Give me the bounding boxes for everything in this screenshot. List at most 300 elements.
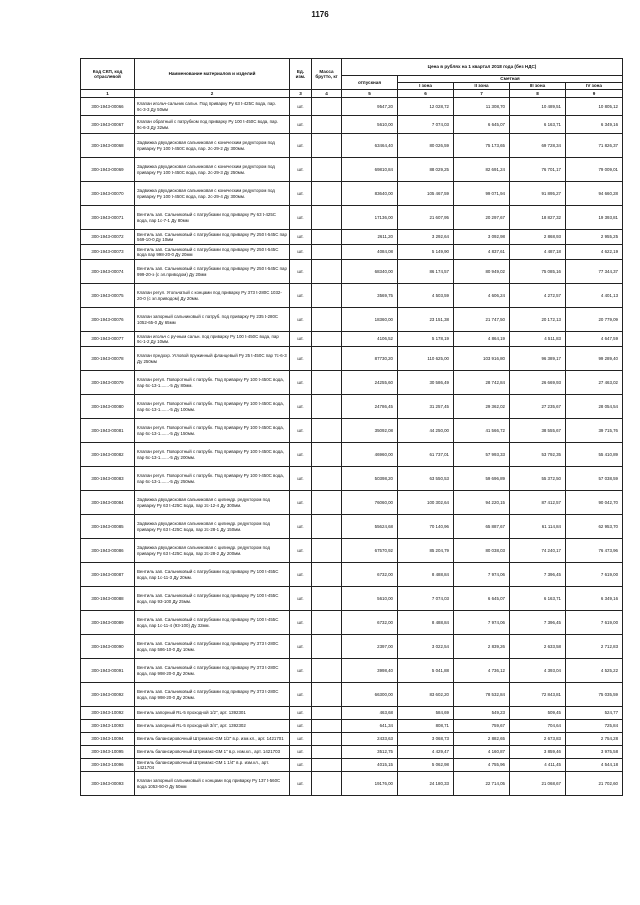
row-unit: шт. bbox=[290, 284, 312, 308]
row-unit: шт. bbox=[290, 659, 312, 683]
row-otpusk-price: 18360,00 bbox=[342, 308, 398, 332]
row-zone-2-price: 65 887,67 bbox=[454, 515, 510, 539]
row-zone-2-price: 22 714,05 bbox=[454, 772, 510, 796]
table-row bbox=[81, 206, 623, 230]
row-zone-4-price: 3 975,58 bbox=[566, 746, 623, 759]
row-otpusk-price: 5610,00 bbox=[342, 116, 398, 134]
row-name: Вентиль запорный RL-5 проходной 1/2", арт. 1392301 bbox=[135, 707, 290, 720]
row-zone-3-price: 6 163,71 bbox=[510, 116, 566, 134]
row-otpusk-price: 68340,00 bbox=[342, 260, 398, 284]
table-row bbox=[81, 443, 623, 467]
column-number: 9 bbox=[566, 90, 623, 98]
row-unit: шт. bbox=[290, 182, 312, 206]
row-code: 300-1943-00084 bbox=[81, 491, 135, 515]
row-code: 300-1943-00074 bbox=[81, 260, 135, 284]
row-mass bbox=[312, 587, 342, 611]
row-mass bbox=[312, 759, 342, 772]
row-zone-4-price: 7 619,00 bbox=[566, 563, 623, 587]
table-row bbox=[81, 491, 623, 515]
row-zone-4-price: 7 619,00 bbox=[566, 611, 623, 635]
row-name: Вентиль балансировочный Штремакс-GM 1/2" в.р. изм.кл., арт. 1421701 bbox=[135, 733, 290, 746]
table-row bbox=[81, 733, 623, 746]
row-zone-1-price: 584,69 bbox=[398, 707, 454, 720]
row-unit: шт. bbox=[290, 720, 312, 733]
row-zone-1-price: 4 429,47 bbox=[398, 746, 454, 759]
row-zone-1-price: 85 204,79 bbox=[398, 539, 454, 563]
row-zone-4-price: 94 660,28 bbox=[566, 182, 623, 206]
row-mass bbox=[312, 230, 342, 245]
row-unit: шт. bbox=[290, 772, 312, 796]
row-zone-3-price: 38 555,67 bbox=[510, 419, 566, 443]
row-unit: шт. bbox=[290, 371, 312, 395]
row-zone-4-price: 90 042,70 bbox=[566, 491, 623, 515]
row-zone-2-price: 103 916,80 bbox=[454, 347, 510, 371]
row-otpusk-price: 67570,92 bbox=[342, 539, 398, 563]
row-zone-1-price: 63 550,53 bbox=[398, 467, 454, 491]
row-unit: шт. bbox=[290, 611, 312, 635]
row-mass bbox=[312, 443, 342, 467]
row-unit: шт. bbox=[290, 707, 312, 720]
table-row bbox=[81, 116, 623, 134]
row-mass bbox=[312, 395, 342, 419]
row-zone-2-price: 549,23 bbox=[454, 707, 510, 720]
row-zone-3-price: 10 489,51 bbox=[510, 98, 566, 116]
row-zone-3-price: 26 669,93 bbox=[510, 371, 566, 395]
row-zone-4-price: 6 349,16 bbox=[566, 587, 623, 611]
row-mass bbox=[312, 635, 342, 659]
row-zone-3-price: 69 728,34 bbox=[510, 134, 566, 158]
column-number: 7 bbox=[454, 90, 510, 98]
row-zone-4-price: 524,77 bbox=[566, 707, 623, 720]
row-otpusk-price: 87730,20 bbox=[342, 347, 398, 371]
row-zone-3-price: 27 235,67 bbox=[510, 395, 566, 419]
column-number: 3 bbox=[290, 90, 312, 98]
row-mass bbox=[312, 245, 342, 260]
row-name: Вентиль запорный RL-5 проходной 3/4", арт. 1392302 bbox=[135, 720, 290, 733]
row-mass bbox=[312, 611, 342, 635]
row-mass bbox=[312, 707, 342, 720]
row-zone-1-price: 110 625,00 bbox=[398, 347, 454, 371]
row-zone-4-price: 75 035,59 bbox=[566, 683, 623, 707]
header-unit: Ед. изм. bbox=[290, 59, 312, 90]
row-zone-1-price: 24 180,33 bbox=[398, 772, 454, 796]
row-zone-3-price: 7 396,45 bbox=[510, 563, 566, 587]
row-otpusk-price: 24255,60 bbox=[342, 371, 398, 395]
row-mass bbox=[312, 683, 342, 707]
row-zone-4-price: 55 410,89 bbox=[566, 443, 623, 467]
row-name: Клапан регул. Поворотный с патрубк. Под приварку Ру 100 t-450С вода, пар 6с-13-1.......-5 Ду 250мм. bbox=[135, 467, 290, 491]
table-row bbox=[81, 539, 623, 563]
row-otpusk-price: 17136,00 bbox=[342, 206, 398, 230]
row-code: 300-1943-00073 bbox=[81, 245, 135, 260]
table-row bbox=[81, 659, 623, 683]
row-zone-4-price: 28 054,54 bbox=[566, 395, 623, 419]
row-name: Вентиль зап. Сальниковый с патрубками под приварку Ру 250 t-545С пар 569-10-0 Ду 10мм bbox=[135, 230, 290, 245]
row-code: 300-1943-00086 bbox=[81, 539, 135, 563]
column-number: 2 bbox=[135, 90, 290, 98]
row-mass bbox=[312, 772, 342, 796]
row-zone-2-price: 80 949,02 bbox=[454, 260, 510, 284]
row-code: 300-1943-00075 bbox=[81, 284, 135, 308]
row-zone-2-price: 99 071,94 bbox=[454, 182, 510, 206]
row-zone-1-price: 61 737,01 bbox=[398, 443, 454, 467]
row-zone-4-price: 19 393,81 bbox=[566, 206, 623, 230]
row-zone-3-price: 53 792,35 bbox=[510, 443, 566, 467]
column-number: 6 bbox=[398, 90, 454, 98]
row-zone-1-price: 5 041,88 bbox=[398, 659, 454, 683]
row-unit: шт. bbox=[290, 245, 312, 260]
row-zone-2-price: 28 742,84 bbox=[454, 371, 510, 395]
row-otpusk-price: 2433,63 bbox=[342, 733, 398, 746]
row-zone-2-price: 80 038,03 bbox=[454, 539, 510, 563]
row-zone-1-price: 21 607,95 bbox=[398, 206, 454, 230]
row-zone-3-price: 4 393,04 bbox=[510, 659, 566, 683]
table-row bbox=[81, 347, 623, 371]
row-name: Вентиль зап. Сальниковый с патрубками под приварку Ру 100 t-455С вода, пар 1с-11-4 (93-100) Ду 32мм. bbox=[135, 611, 290, 635]
row-zone-3-price: 74 240,17 bbox=[510, 539, 566, 563]
row-zone-1-price: 3 022,54 bbox=[398, 635, 454, 659]
row-unit: шт. bbox=[290, 683, 312, 707]
row-zone-1-price: 5 178,19 bbox=[398, 332, 454, 347]
row-mass bbox=[312, 659, 342, 683]
row-zone-1-price: 4 503,59 bbox=[398, 284, 454, 308]
row-name: Вентиль зап. Сальниковый с патрубками под приварку Ру 63 t-425С вода, пар 1с-7-1 Ду 80мм bbox=[135, 206, 290, 230]
row-mass bbox=[312, 563, 342, 587]
row-code: 300-1943-00068 bbox=[81, 134, 135, 158]
row-zone-3-price: 55 372,50 bbox=[510, 467, 566, 491]
row-code: 300-1943-00072 bbox=[81, 230, 135, 245]
row-code: 300-1943-10095 bbox=[81, 746, 135, 759]
row-zone-2-price: 94 220,15 bbox=[454, 491, 510, 515]
page-number: 1176 bbox=[311, 10, 329, 19]
column-number-row bbox=[81, 90, 623, 98]
row-zone-2-price: 20 297,67 bbox=[454, 206, 510, 230]
row-zone-2-price: 29 362,02 bbox=[454, 395, 510, 419]
row-unit: шт. bbox=[290, 587, 312, 611]
header-name: Наименование материалов и изделий bbox=[135, 59, 290, 90]
price-table-body bbox=[81, 98, 623, 796]
row-mass bbox=[312, 98, 342, 116]
row-zone-4-price: 4 647,59 bbox=[566, 332, 623, 347]
row-name: Клапан запорный сальниковый с концами под приварку Ру 137 t-560С вода 1053-50-0 Ду 50мм bbox=[135, 772, 290, 796]
row-zone-3-price: 4 487,18 bbox=[510, 245, 566, 260]
row-zone-4-price: 62 953,70 bbox=[566, 515, 623, 539]
row-otpusk-price: 9547,20 bbox=[342, 98, 398, 116]
row-unit: шт. bbox=[290, 395, 312, 419]
row-zone-4-price: 2 955,25 bbox=[566, 230, 623, 245]
row-code: 300-1943-00078 bbox=[81, 347, 135, 371]
row-code: 300-1943-00093 bbox=[81, 772, 135, 796]
table-row bbox=[81, 563, 623, 587]
row-otpusk-price: 63464,40 bbox=[342, 134, 398, 158]
row-name: Вентиль зап. Сальниковый с патрубками под приварку Ру 250 t-545С пар 999-20-э (с эл.приводом) Ду 20мм bbox=[135, 260, 290, 284]
row-unit: шт. bbox=[290, 308, 312, 332]
row-zone-2-price: 2 882,65 bbox=[454, 733, 510, 746]
row-code: 300-1943-00088 bbox=[81, 587, 135, 611]
row-code: 300-1943-00089 bbox=[81, 611, 135, 635]
header-price-group: Цена в рублях на 1 квартал 2018 года (без НДС) bbox=[342, 59, 623, 76]
row-code: 300-1943-00092 bbox=[81, 683, 135, 707]
row-otpusk-price: 6732,00 bbox=[342, 611, 398, 635]
row-zone-4-price: 6 349,16 bbox=[566, 116, 623, 134]
row-zone-1-price: 44 250,00 bbox=[398, 419, 454, 443]
row-otpusk-price: 46960,00 bbox=[342, 443, 398, 467]
row-zone-3-price: 21 068,67 bbox=[510, 772, 566, 796]
row-name: Вентиль зап. Сальниковый с патрубками под приварку Ру 100 t-455С вода, пар 93-100 Ду 25мм. bbox=[135, 587, 290, 611]
row-mass bbox=[312, 158, 342, 182]
row-zone-2-price: 4 736,12 bbox=[454, 659, 510, 683]
row-unit: шт. bbox=[290, 347, 312, 371]
row-zone-3-price: 2 673,83 bbox=[510, 733, 566, 746]
row-zone-1-price: 105 467,59 bbox=[398, 182, 454, 206]
row-zone-1-price: 8 488,84 bbox=[398, 563, 454, 587]
row-zone-1-price: 23 151,38 bbox=[398, 308, 454, 332]
row-zone-1-price: 7 074,03 bbox=[398, 587, 454, 611]
table-row bbox=[81, 395, 623, 419]
row-mass bbox=[312, 371, 342, 395]
table-row bbox=[81, 134, 623, 158]
row-name: Задвижка двухдисковая сальниковая с коническим редуктором под приварку Ру 100 t-450С вода, пар. 2с-29-3 Ду 250мм. bbox=[135, 158, 290, 182]
row-otpusk-price: 6732,00 bbox=[342, 563, 398, 587]
row-zone-3-price: 2 633,58 bbox=[510, 635, 566, 659]
row-mass bbox=[312, 515, 342, 539]
row-name: Задвижка двухдисковая сальниковая с цилиндр. редуктором под приварку Ру 63 t-425С вода, пар 2с-28-2 Ду 200мм. bbox=[135, 539, 290, 563]
row-otpusk-price: 76060,00 bbox=[342, 491, 398, 515]
row-name: Вентиль балансировочный Штремакс-GM 1 1/4" в.р. изм.кл., арт. 1421704 bbox=[135, 759, 290, 772]
table-row bbox=[81, 515, 623, 539]
row-code: 300-1943-00067 bbox=[81, 116, 135, 134]
row-zone-3-price: 3 859,46 bbox=[510, 746, 566, 759]
table-row bbox=[81, 720, 623, 733]
row-zone-1-price: 12 028,72 bbox=[398, 98, 454, 116]
row-zone-1-price: 808,71 bbox=[398, 720, 454, 733]
row-name: Вентиль балансировочный Штремакс-GM 1" в.р. изм.кл., арт. 1421703 bbox=[135, 746, 290, 759]
row-otpusk-price: 19176,00 bbox=[342, 772, 398, 796]
row-mass bbox=[312, 116, 342, 134]
column-number: 8 bbox=[510, 90, 566, 98]
row-zone-1-price: 8 488,84 bbox=[398, 611, 454, 635]
header-code: Код СКП, код отраслевой bbox=[81, 59, 135, 90]
header-smetnaya: Сметная bbox=[398, 76, 623, 83]
row-zone-3-price: 20 172,13 bbox=[510, 308, 566, 332]
row-zone-4-price: 21 702,60 bbox=[566, 772, 623, 796]
row-otpusk-price: 4015,15 bbox=[342, 759, 398, 772]
row-zone-3-price: 4 511,83 bbox=[510, 332, 566, 347]
row-zone-3-price: 2 868,93 bbox=[510, 230, 566, 245]
table-row bbox=[81, 635, 623, 659]
price-table bbox=[80, 58, 623, 796]
row-unit: шт. bbox=[290, 733, 312, 746]
row-unit: шт. bbox=[290, 134, 312, 158]
row-zone-1-price: 3 068,73 bbox=[398, 733, 454, 746]
row-mass bbox=[312, 746, 342, 759]
row-code: 300-1943-10094 bbox=[81, 733, 135, 746]
row-mass bbox=[312, 491, 342, 515]
row-name: Вентиль зап. Сальниковый с патрубками под приварку Ру 100 t-455С вода, пар 1с-11-3 Ду 20мм. bbox=[135, 563, 290, 587]
row-zone-1-price: 3 292,64 bbox=[398, 230, 454, 245]
row-zone-2-price: 4 837,61 bbox=[454, 245, 510, 260]
header-mass: Масса брутто, кг bbox=[312, 59, 342, 90]
column-number: 1 bbox=[81, 90, 135, 98]
row-zone-4-price: 4 401,13 bbox=[566, 284, 623, 308]
table-row bbox=[81, 587, 623, 611]
row-otpusk-price: 2611,20 bbox=[342, 230, 398, 245]
row-zone-4-price: 2 712,83 bbox=[566, 635, 623, 659]
row-zone-4-price: 27 463,02 bbox=[566, 371, 623, 395]
table-row bbox=[81, 245, 623, 260]
table-row bbox=[81, 284, 623, 308]
row-otpusk-price: 83640,00 bbox=[342, 182, 398, 206]
table-row bbox=[81, 707, 623, 720]
row-otpusk-price: 24786,45 bbox=[342, 395, 398, 419]
row-zone-2-price: 7 974,06 bbox=[454, 563, 510, 587]
row-unit: шт. bbox=[290, 332, 312, 347]
row-mass bbox=[312, 347, 342, 371]
row-zone-1-price: 30 586,49 bbox=[398, 371, 454, 395]
row-zone-2-price: 4 160,87 bbox=[454, 746, 510, 759]
row-name: Клапан регул. Угольчатый с концами под приварку Ру 373 t-280С 1032-20-0 (с эл.приводом) Ду 20мм. bbox=[135, 284, 290, 308]
row-unit: шт. bbox=[290, 419, 312, 443]
row-zone-2-price: 4 606,24 bbox=[454, 284, 510, 308]
row-unit: шт. bbox=[290, 260, 312, 284]
row-unit: шт. bbox=[290, 98, 312, 116]
row-zone-4-price: 57 038,59 bbox=[566, 467, 623, 491]
row-code: 300-1943-10096 bbox=[81, 759, 135, 772]
row-zone-1-price: 5 149,90 bbox=[398, 245, 454, 260]
table-row bbox=[81, 332, 623, 347]
row-zone-3-price: 18 827,32 bbox=[510, 206, 566, 230]
row-zone-2-price: 78 532,84 bbox=[454, 683, 510, 707]
table-row bbox=[81, 230, 623, 245]
row-zone-4-price: 99 289,40 bbox=[566, 347, 623, 371]
row-otpusk-price: 4106,52 bbox=[342, 332, 398, 347]
row-code: 300-1943-00079 bbox=[81, 371, 135, 395]
row-unit: шт. bbox=[290, 746, 312, 759]
table-row bbox=[81, 746, 623, 759]
row-mass bbox=[312, 733, 342, 746]
row-mass bbox=[312, 284, 342, 308]
header-zone-2: II зона bbox=[454, 83, 510, 90]
table-row bbox=[81, 98, 623, 116]
row-zone-2-price: 21 747,50 bbox=[454, 308, 510, 332]
row-otpusk-price: 2397,00 bbox=[342, 635, 398, 659]
row-otpusk-price: 55624,68 bbox=[342, 515, 398, 539]
row-zone-3-price: 61 114,84 bbox=[510, 515, 566, 539]
row-zone-1-price: 7 074,03 bbox=[398, 116, 454, 134]
row-zone-3-price: 75 085,16 bbox=[510, 260, 566, 284]
row-mass bbox=[312, 539, 342, 563]
row-zone-4-price: 4 525,22 bbox=[566, 659, 623, 683]
row-code: 300-1943-00090 bbox=[81, 635, 135, 659]
header-otpusk: отпускная bbox=[342, 76, 398, 90]
column-number: 5 bbox=[342, 90, 398, 98]
table-row bbox=[81, 182, 623, 206]
row-zone-2-price: 2 839,26 bbox=[454, 635, 510, 659]
row-zone-3-price: 509,45 bbox=[510, 707, 566, 720]
row-zone-2-price: 4 755,96 bbox=[454, 759, 510, 772]
row-zone-3-price: 72 843,81 bbox=[510, 683, 566, 707]
row-zone-3-price: 704,64 bbox=[510, 720, 566, 733]
header-zone-1: I зона bbox=[398, 83, 454, 90]
row-name: Задвижка двухдисковая сальниковая с коническим редуктором под приварку Ру 100 t-450С вода, пар. 2с-29-2 Ду 300мм. bbox=[135, 134, 290, 158]
row-otpusk-price: 3569,75 bbox=[342, 284, 398, 308]
row-name: Клапан регул. Поворотный с патрубк. Под приварку Ру 100 t-450С вода, пар 6с-13-1.......-5 Ду 80мм. bbox=[135, 371, 290, 395]
row-unit: шт. bbox=[290, 467, 312, 491]
row-code: 300-1943-00069 bbox=[81, 158, 135, 182]
row-zone-1-price: 88 029,25 bbox=[398, 158, 454, 182]
row-mass bbox=[312, 308, 342, 332]
row-name: Клапан регул. Поворотный с патрубк. Под приварку Ру 100 t-450С вода, пар 6с-13-1.......-5 Ду 200мм. bbox=[135, 443, 290, 467]
table-row bbox=[81, 611, 623, 635]
row-zone-2-price: 11 308,70 bbox=[454, 98, 510, 116]
row-zone-3-price: 7 396,45 bbox=[510, 611, 566, 635]
row-otpusk-price: 463,68 bbox=[342, 707, 398, 720]
row-zone-3-price: 6 163,71 bbox=[510, 587, 566, 611]
row-zone-4-price: 76 473,96 bbox=[566, 539, 623, 563]
row-code: 300-1943-00082 bbox=[81, 443, 135, 467]
row-zone-1-price: 83 602,20 bbox=[398, 683, 454, 707]
table-row bbox=[81, 467, 623, 491]
row-name: Задвижка двухдисковая сальниковая с коническим редуктором под приварку Ру 100 t-450С вода, пар. 2с-29-4 Ду 300мм. bbox=[135, 182, 290, 206]
row-zone-2-price: 6 645,07 bbox=[454, 587, 510, 611]
row-zone-1-price: 5 062,98 bbox=[398, 759, 454, 772]
row-code: 300-1943-00066 bbox=[81, 98, 135, 116]
row-mass bbox=[312, 419, 342, 443]
row-zone-2-price: 59 696,89 bbox=[454, 467, 510, 491]
row-zone-3-price: 87 412,57 bbox=[510, 491, 566, 515]
row-otpusk-price: 69810,84 bbox=[342, 158, 398, 182]
row-name: Задвижка двухдисковая сальниковая с цилиндр. редуктором под приварку Ру 63 t-425С вода, пар 2с-28-1 Ду 150мм. bbox=[135, 515, 290, 539]
row-name: Клапан игольч-сальник сальн. Под приварку Ру 63 t-425С вода, пар. 9с-3-3 Ду 50мм bbox=[135, 98, 290, 116]
row-zone-2-price: 3 092,98 bbox=[454, 230, 510, 245]
row-name: Клапан предохр. Угловой пружинный фланцевый Ру 25 t-450С пар 7с-6-3 Ду 250мм bbox=[135, 347, 290, 371]
row-unit: шт. bbox=[290, 443, 312, 467]
row-unit: шт. bbox=[290, 206, 312, 230]
row-code: 300-1943-00071 bbox=[81, 206, 135, 230]
row-mass bbox=[312, 467, 342, 491]
row-code: 300-1943-00081 bbox=[81, 419, 135, 443]
row-zone-1-price: 86 174,57 bbox=[398, 260, 454, 284]
row-otpusk-price: 4084,08 bbox=[342, 245, 398, 260]
table-row bbox=[81, 419, 623, 443]
row-unit: шт. bbox=[290, 539, 312, 563]
row-zone-4-price: 79 009,01 bbox=[566, 158, 623, 182]
row-name: Вентиль зап. Сальниковый с патрубками под приварку Ру 373 t-280С вода, пар 998-20-0 Ду 20мм. bbox=[135, 659, 290, 683]
row-zone-2-price: 759,67 bbox=[454, 720, 510, 733]
row-unit: шт. bbox=[290, 759, 312, 772]
row-zone-2-price: 4 864,19 bbox=[454, 332, 510, 347]
row-code: 300-1943-00091 bbox=[81, 659, 135, 683]
table-row bbox=[81, 260, 623, 284]
row-otpusk-price: 3512,75 bbox=[342, 746, 398, 759]
row-otpusk-price: 50398,20 bbox=[342, 467, 398, 491]
row-mass bbox=[312, 332, 342, 347]
row-code: 300-1943-00087 bbox=[81, 563, 135, 587]
row-zone-4-price: 725,84 bbox=[566, 720, 623, 733]
row-name: Клапан регул. Поворотный с патрубк. Под приварку Ру 100 t-450С вода, пар 6с-13-1.......-5 Ду 100мм. bbox=[135, 395, 290, 419]
row-unit: шт. bbox=[290, 491, 312, 515]
row-code: 300-1943-10092 bbox=[81, 707, 135, 720]
row-otpusk-price: 641,34 bbox=[342, 720, 398, 733]
table-row bbox=[81, 371, 623, 395]
row-zone-3-price: 4 411,45 bbox=[510, 759, 566, 772]
row-zone-3-price: 96 389,17 bbox=[510, 347, 566, 371]
row-otpusk-price: 35092,08 bbox=[342, 419, 398, 443]
row-name: Клапан регул. Поворотный с патрубк. Под приварку Ру 100 t-450С вода, пар 6с-13-1.......-5 Ду 150мм. bbox=[135, 419, 290, 443]
row-zone-4-price: 77 344,37 bbox=[566, 260, 623, 284]
row-mass bbox=[312, 206, 342, 230]
row-unit: шт. bbox=[290, 563, 312, 587]
